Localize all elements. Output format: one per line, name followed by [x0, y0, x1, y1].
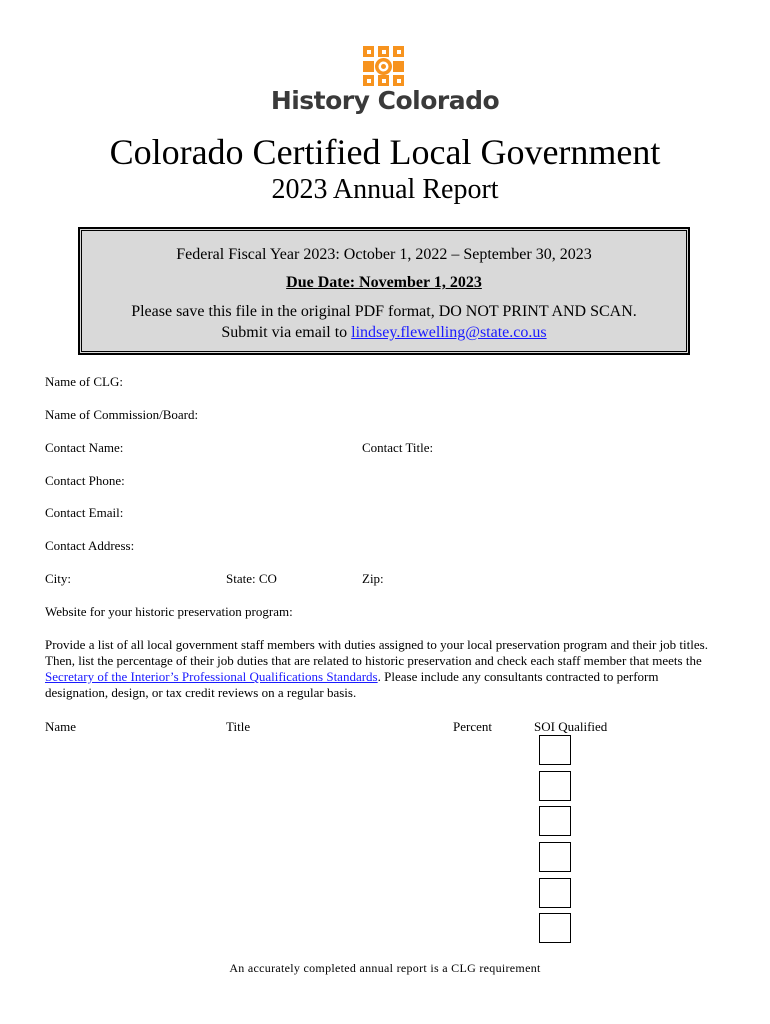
sun-icon — [361, 44, 407, 88]
soi-standards-link[interactable]: Secretary of the Interior’s Professional Qualifications Standards — [45, 669, 378, 684]
clg-name-label: Name of CLG: — [45, 374, 123, 389]
staff-instructions — [45, 637, 715, 701]
page-title: Colorado Certified Local Government — [109, 132, 661, 172]
staff-instructions-part1: Provide a list of all local government staff members with duties assigned to your local preservation program and their job titles. Then, list the percentage of their job duties that are related to historic preservation and check each staff member that meets the — [45, 637, 708, 668]
submit-prefix: Submit via email to — [221, 324, 352, 341]
contact-address-label: Contact Address: — [45, 538, 135, 553]
soi-checkbox[interactable] — [539, 878, 571, 908]
save-instructions: Please save this file in the original PDF format, DO NOT PRINT AND SCAN. — [131, 303, 637, 320]
due-date-text: Due Date: November 1, 2023 — [286, 274, 482, 291]
column-header-soi: SOI Qualified — [534, 719, 608, 734]
contact-title-label: Contact Title: — [362, 440, 434, 455]
contact-email-label: Contact Email: — [45, 505, 124, 520]
soi-checkbox[interactable] — [539, 806, 571, 836]
fiscal-year-text: Federal Fiscal Year 2023: October 1, 2022 – September 30, 2023 — [176, 246, 592, 263]
submit-instructions — [80, 324, 688, 342]
footer-note: An accurately completed annual report is a CLG requirement — [229, 961, 541, 975]
commission-label: Name of Commission/Board: — [45, 407, 199, 422]
state-label: State: CO — [226, 571, 277, 586]
website-label: Website for your historic preservation program: — [45, 604, 293, 619]
zip-label: Zip: — [362, 571, 384, 586]
column-header-percent: Percent — [453, 719, 492, 734]
logo-wordmark: History Colorado — [270, 86, 500, 115]
soi-checkbox[interactable] — [539, 735, 571, 765]
soi-checkbox[interactable] — [539, 842, 571, 872]
column-header-name: Name — [45, 719, 77, 734]
staff-instructions-part2: . Please include any consultants contracted to perform designation, design, or tax credit reviews on a regular basis. — [45, 669, 659, 700]
city-label: City: — [45, 571, 72, 586]
email-link[interactable]: lindsey.flewelling@state.co.us — [351, 324, 547, 341]
soi-checkbox[interactable] — [539, 771, 571, 801]
contact-phone-label: Contact Phone: — [45, 473, 125, 488]
contact-name-label: Contact Name: — [45, 440, 124, 455]
page-subtitle: 2023 Annual Report — [271, 174, 499, 205]
soi-checkbox[interactable] — [539, 913, 571, 943]
info-banner — [78, 227, 690, 355]
column-header-title: Title — [226, 719, 251, 734]
